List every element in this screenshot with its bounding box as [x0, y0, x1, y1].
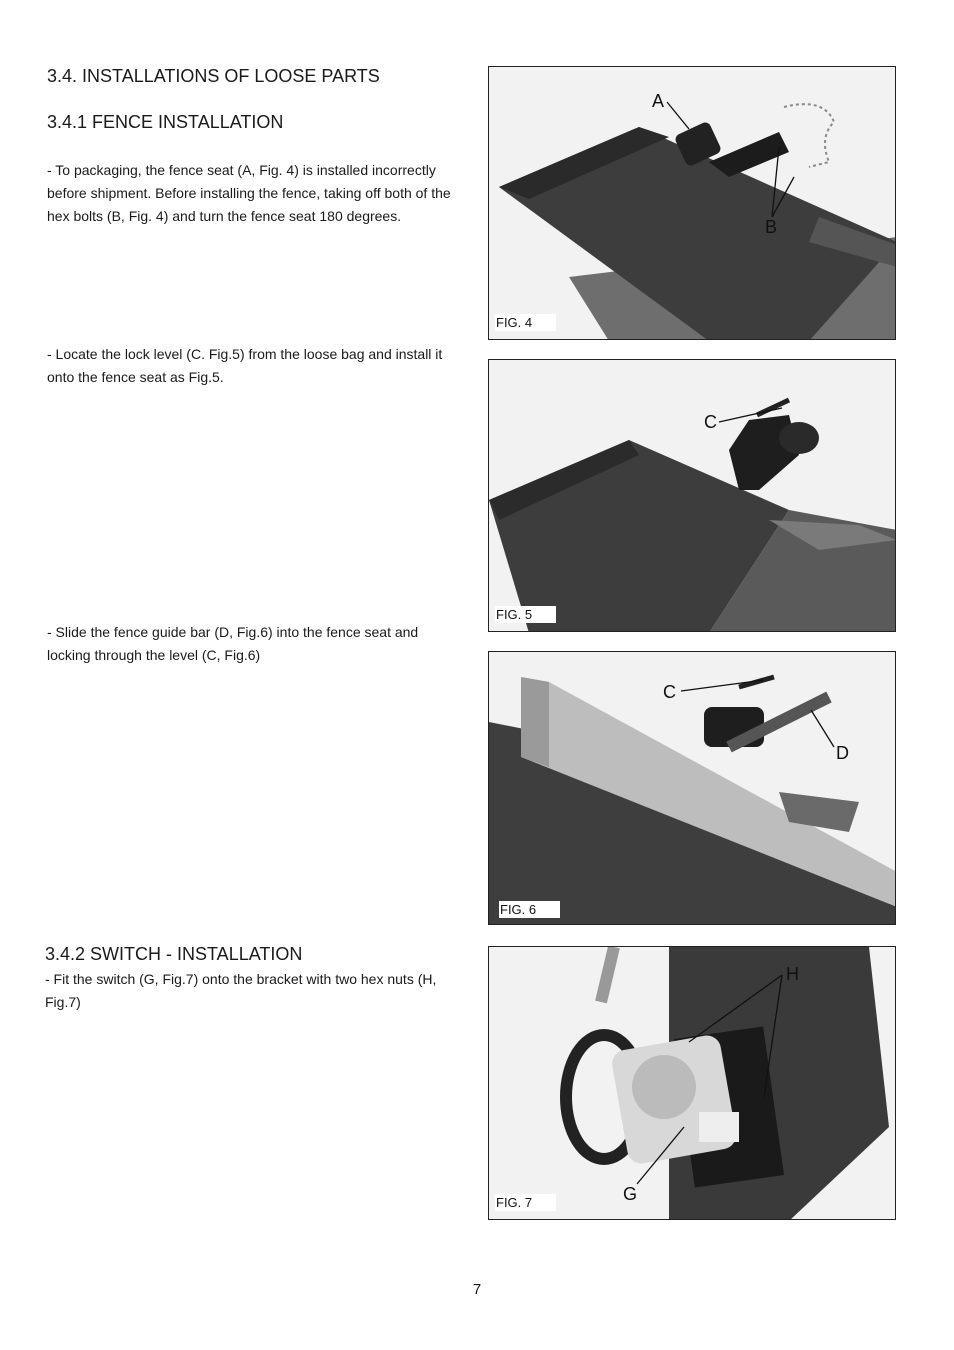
figure-7-photo — [489, 947, 896, 1220]
callout-c: C — [704, 412, 717, 432]
figure-7-label: FIG. 7 — [495, 1194, 556, 1211]
callout-d: D — [836, 743, 849, 763]
callout-h: H — [786, 964, 799, 984]
fence-installation-title: 3.4.1 FENCE INSTALLATION — [47, 112, 284, 132]
figure-5-photo — [489, 360, 896, 632]
figure-6-photo — [489, 652, 896, 925]
fence-step-1: - To packaging, the fence seat (A, Fig. 4) is installed incorrectly before shipment. Before installing the fence, taking off both of the hex bolts (B, Fig. 4) and turn the fence seat 180 degrees. — [47, 162, 451, 224]
figure-6-label: FIG. 6 — [499, 901, 560, 918]
section-title: 3.4. INSTALLATIONS OF LOOSE PARTS — [47, 66, 380, 86]
fence-step-3: - Slide the fence guide bar (D, Fig.6) into the fence seat and locking through the level (C, Fig.6) — [47, 624, 419, 663]
figure-6 — [488, 651, 896, 925]
callout-a: A — [652, 91, 665, 111]
figure-4 — [488, 66, 896, 340]
callout-b: B — [765, 217, 778, 237]
fence-step-2: - Locate the lock level (C. Fig.5) from the loose bag and install it onto the fence seat as Fig.5. — [47, 346, 443, 385]
figure-7 — [488, 946, 896, 1220]
figure-4-label: FIG. 4 — [495, 314, 556, 331]
figure-5 — [488, 359, 896, 632]
callout-g: G — [623, 1184, 638, 1204]
page-number: 7 — [472, 1281, 482, 1298]
callout-c: C — [663, 682, 676, 702]
switch-installation-title: 3.4.2 SWITCH - INSTALLATION — [45, 944, 303, 964]
figure-4-photo — [489, 67, 896, 340]
switch-step-1: - Fit the switch (G, Fig.7) onto the bracket with two hex nuts (H, Fig.7) — [45, 971, 437, 1010]
figure-5-label: FIG. 5 — [495, 606, 556, 623]
